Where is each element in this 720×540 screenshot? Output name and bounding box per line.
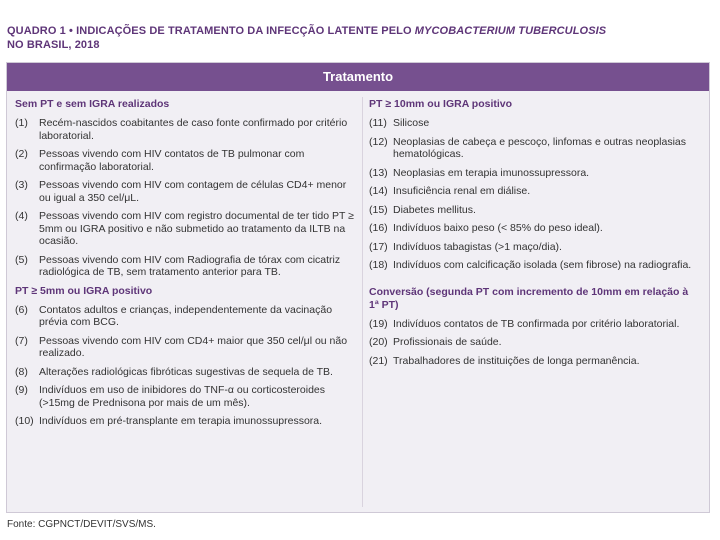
title-line2-text: NO BRASIL, 2018: [7, 39, 100, 51]
list-item: [369, 259, 699, 272]
list-item: [369, 167, 699, 180]
section-title: Conversão (segunda PT com incremento de 10mm em relação à 1ª PT): [369, 285, 689, 311]
item-text: Trabalhadores de instituições de longa permanência.: [393, 354, 640, 367]
list-item: [15, 210, 355, 248]
section-title: Sem PT e sem IGRA realizados: [15, 98, 170, 110]
item-text: Indivíduos com calcificação isolada (sem fibrose) na radiografia.: [393, 259, 692, 271]
left-column: [15, 98, 355, 434]
item-number: (7): [15, 334, 28, 347]
item-list: [369, 318, 699, 368]
item-text: Pessoas vivendo com HIV contatos de TB pulmonar com confirmação laboratorial.: [39, 148, 305, 173]
item-number: (8): [15, 365, 28, 378]
item-number: (21): [369, 354, 388, 367]
title-line1-text: QUADRO 1 • INDICAÇÕES DE TRATAMENTO DA INFECÇÃO LATENTE PELO: [7, 25, 415, 37]
list-item: [369, 318, 699, 331]
item-number: (17): [369, 240, 388, 253]
item-number: (6): [15, 303, 28, 316]
item-number: (15): [369, 203, 388, 216]
item-text: Neoplasias de cabeça e pescoço, linfomas e outras neoplasias hematológicas.: [393, 135, 687, 160]
item-number: (1): [15, 117, 28, 129]
document-title: [7, 24, 712, 52]
item-text: Indivíduos em pré-transplante em terapia imunossupressora.: [39, 415, 323, 427]
source-note: Fonte: CGPNCT/DEVIT/SVS/MS.: [7, 519, 156, 530]
item-text: Indivíduos em uso de inibidores do TNF-α ou corticosteroides (>15mg de Prednisona por mais de um mês).: [39, 384, 326, 409]
list-item: [369, 185, 699, 198]
list-item: [15, 117, 355, 142]
list-item: [15, 254, 355, 279]
treatment-table: [6, 62, 710, 513]
list-item: [369, 204, 699, 217]
right-column: [369, 98, 699, 373]
item-text: Neoplasias em terapia imunossupressora.: [393, 166, 590, 179]
item-list: [15, 117, 355, 279]
list-item: [15, 148, 355, 173]
item-number: (14): [369, 185, 388, 197]
title-line1-italic: MYCOBACTERIUM TUBERCULOSIS: [414, 25, 607, 37]
item-number: (13): [369, 166, 388, 179]
list-item: [15, 335, 355, 360]
section-title: PT ≥ 10mm ou IGRA positivo: [369, 98, 513, 110]
list-item: [369, 136, 699, 161]
item-number: (19): [369, 317, 388, 330]
item-text: Pessoas vivendo com HIV com registro documental de ter tido PT ≥ 5mm ou IGRA positivo e não submetido ao tratamento da ILTB na ocasião.: [39, 210, 354, 247]
item-number: (3): [15, 179, 28, 191]
item-number: (16): [369, 222, 388, 234]
item-number: (2): [15, 148, 28, 160]
list-item: [369, 117, 699, 130]
item-text: Recém-nascidos coabitantes de caso fonte confirmado por critério laboratorial.: [39, 117, 348, 142]
item-number: (11): [369, 117, 387, 129]
list-item: [15, 179, 355, 204]
item-text: Pessoas vivendo com HIV com contagem de células CD4+ menor ou igual a 350 cel/μL.: [39, 179, 347, 204]
list-item: [15, 384, 355, 409]
item-text: Diabetes mellitus.: [393, 203, 476, 216]
list-item: [369, 336, 699, 349]
item-text: Indivíduos baixo peso (< 85% do peso ideal).: [393, 222, 603, 234]
item-text: Indivíduos contatos de TB confirmada por critério laboratorial.: [393, 317, 680, 330]
item-text: Pessoas vivendo com HIV com CD4+ maior que 350 cel/μl ou não realizado.: [39, 334, 348, 359]
table-header: Tratamento: [7, 63, 709, 91]
item-text: Pessoas vivendo com HIV com Radiografia de tórax com cicatriz radiológica de TB, sem tratamento anterior para TB.: [39, 253, 341, 278]
item-text: Insuficiência renal em diálise.: [393, 185, 531, 197]
item-text: Silicose: [393, 117, 430, 129]
list-item: [369, 355, 699, 368]
list-item: [15, 366, 355, 379]
item-text: Profissionais de saúde.: [393, 336, 502, 348]
item-number: (5): [15, 253, 28, 266]
list-item: [15, 304, 355, 329]
item-number: (12): [369, 135, 388, 148]
list-item: [369, 222, 699, 235]
column-divider: [362, 97, 363, 507]
item-number: (18): [369, 259, 388, 271]
item-number: (4): [15, 210, 28, 222]
list-item: [369, 241, 699, 254]
item-number: (20): [369, 336, 388, 348]
item-list: [369, 117, 699, 272]
item-text: Contatos adultos e crianças, independentemente da vacinação prévia com BCG.: [39, 303, 333, 328]
item-number: (9): [15, 384, 28, 396]
item-number: (10): [15, 415, 34, 427]
section-title: PT ≥ 5mm ou IGRA positivo: [15, 284, 153, 297]
item-text: Indivíduos tabagistas (>1 maço/dia).: [393, 240, 562, 253]
item-list: [15, 304, 355, 428]
list-item: [15, 415, 355, 428]
item-text: Alterações radiológicas fibróticas sugestivas de sequela de TB.: [39, 365, 333, 378]
